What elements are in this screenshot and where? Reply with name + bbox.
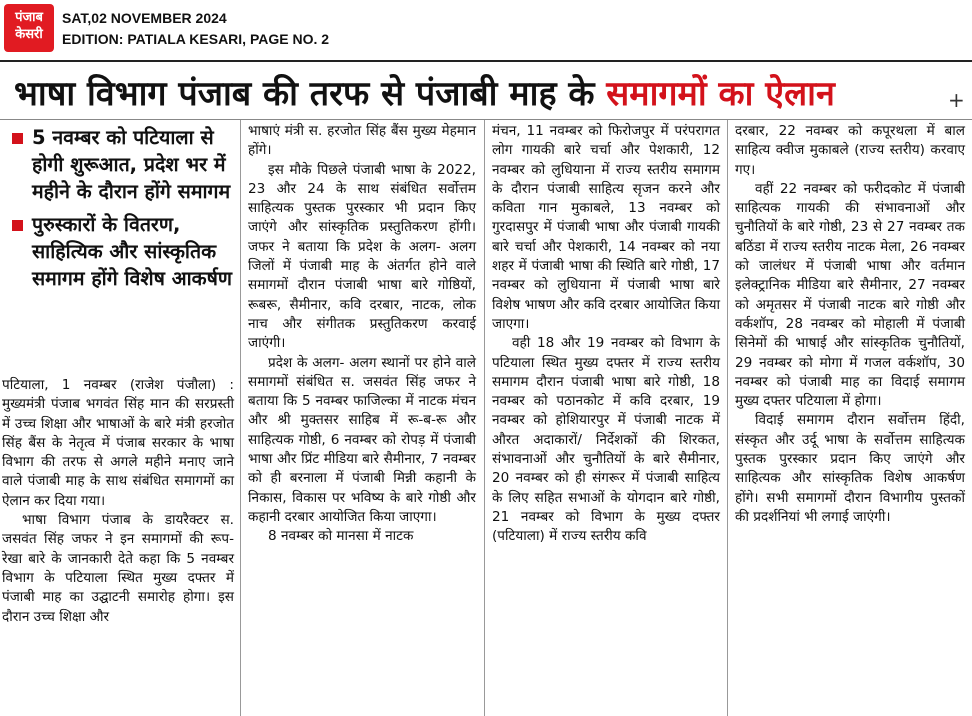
paragraph: वहीं 22 नवम्बर को फरीदकोट में पंजाबी साहित्यक गायकी की संभावनाओं और चुनौतियों के बारे गोष्ठी, 23 से 27 नवम्बर तक बठिंडा में राज्य स्तरीय नाटक मेला, 26 नवम्बर को जालंधर में पंजाबी भाषा और वर्तमान इलेक्ट्रानिक मीडिया बारे सैमीनार, 27 नवम्बर को अमृतसर में पंजाबी नाटक बारे गोष्ठी और वर्कशॉप, 28 नवम्बर को मोहाली में पंजाबी सिनेमों की भाषाई और सांस्कृतिक चुनौतियों, 29 नवम्बर को मोगा में गजल वर्कशॉप, 30 नवम्बर को पंजाबी माह का विदाई समागम मुख्य दफ्तर पटियाला में होगा। [735,180,965,410]
edition-date: SAT,02 NOVEMBER 2024 [62,10,227,26]
paragraph: वही 18 और 19 नवम्बर को विभाग के पटियाला स्थित मुख्य दफ्तर में राज्य स्तरीय समागम दौरान पंजाबी भाषा बारे गोष्ठी, 18 नवम्बर को पठानकोट में कवि दरबार, 19 नवम्बर को होशियारपुर में पंजाबी नाटक में औरत अदाकारों/ निर्देशकों की शिरकत, संभावनाओं और चुनौतियों के बारे सैमीनार, 20 नवम्बर को ही संगरूर में पंजाबी साहित्य के लिए सहित सभाओं के योगदान बारे गोष्ठी, 21 नवम्बर को विभाग के मुख्य दफ्तर (पटियाला) में राज्य स्तरीय कवि [492,335,720,545]
highlight-item [10,211,242,292]
highlight-text: 5 नवम्बर को पटियाला से होगी शुरूआत, प्रदेश भर में महीने के दौरान होंगे समागम [32,126,231,203]
column-divider [240,120,241,716]
logo-line2: केसरी [15,27,43,42]
headline-divider [0,119,972,120]
edition-info: EDITION: PATIALA KESARI, PAGE NO. 2 [62,31,330,47]
highlight-text: पुरुस्कारों के वितरण, साहित्यिक और सांस्कृतिक समागम होंगे विशेष आकर्षण [32,213,232,290]
headline [14,70,964,118]
highlight-item [10,124,242,205]
bullet-square-icon [12,133,23,144]
headline-highlight: समागमों का ऐलान [606,74,835,114]
article-column-2 [248,122,476,547]
headline-main: भाषा विभाग पंजाब की तरफ से पंजाबी माह के [14,74,607,114]
paragraph: भाषाएं मंत्री स. हरजोत सिंह बैंस मुख्य मेहमान होंगे। [248,123,476,159]
paragraph: 8 नवम्बर को मानसा में नाटक [268,528,414,545]
masthead-divider [0,60,972,62]
plus-icon: + [948,88,965,112]
paragraph: मंचन, 11 नवम्बर को फिरोजपुर में परंपरागत लोग गायकी बारे चर्चा और पेशकारी, 12 नवम्बर को लुधियाना में राज्य स्तरीय समागम के दौरान पंजाबी साहित्य सृजन करने और कविता गान मुकाबले, 13 नवम्बर को गुरदासपुर में पंजाबी भाषा और पंजाबी गायकी बारे चर्चा और पेशकारी, 14 नवम्बर को नया शहर में पंजाबी भाषा की स्थिति बारे गोष्ठी, 17 नवम्बर को लुधियाना में पंजाबी भाषा बारे विशेष भाषण और कवि दरबार आयोजित किया जाएगा। [492,123,720,332]
logo-line1: पंजाब [15,10,43,25]
column-divider [484,120,485,716]
article-column-1 [2,376,234,627]
bullet-square-icon [12,220,23,231]
paragraph: विदाई समागम दौरान सर्वोत्तम हिंदी, संस्कृत और उर्दू भाषा के सर्वोत्तम साहित्यक पुस्तक पुरस्कार प्रदान किए जाएंगे और साहित्यक और सांस्कृतिक विशेष आकर्षण होंगे। सभी समागमों दौरान विभागीय पुस्तकों की प्रदर्शनियां भी लगाई जाएंगी। [735,412,965,525]
paragraph: इस मौके पिछले पंजाबी भाषा के 2022, 23 और 24 के साथ संबंधित सर्वोत्तम साहित्यक पुस्तक पुरस्कार भी प्रदान किए जाएंगे और सांस्कृतिक प्रस्तुतिकरण होंगी। जफर ने बताया कि प्रदेश के अलग- अलग जिलों में पंजाबी माह के अंतर्गत होने वाले समागमों दौरान पंजाबी भाषा बारे गोष्ठियों, रूबरू, सैमीनार, कवि दरबार, नाटक, लोक नाच और संगीतक प्रस्तुतिकरण करवाई जाएंगी। [248,161,476,352]
paragraph: प्रदेश के अलग- अलग स्थानों पर होने वाले समागमों संबंधित स. जसवंत सिंह जफर ने बताया कि 5 नवम्बर फाजिल्का में नाटक मंचन और श्री मुक्तसर साहिब में रू-ब-रू और साहित्यक गोष्ठी, 6 नवम्बर को रोपड़ में पंजाबी भाषा और प्रिंट मीडिया बारे सैमीनार, 7 नवम्बर को ही बरनाला में पंजाबी मिन्नी कहानी के निकास, विकास पर भविष्य के बारे गोष्ठी और कहानी दरबार आयोजित किया जाएगा। [248,354,476,525]
newspaper-logo [4,4,54,52]
masthead-meta [62,8,329,50]
article-column-3 [492,122,720,547]
column-divider [727,120,728,716]
paragraph: भाषा विभाग पंजाब के डायरैक्टर स. जसवंत सिंह जफर ने इन समागमों की रूप- रेखा बारे के जानकारी देते कहा कि 5 नवम्बर विभाग के पटियाला स्थित मुख्य दफ्तर में पंजाबी माह का उद्घाटनी समारोह होगा। इस दौरान उच्च शिक्षा और [2,512,234,625]
paragraph: पटियाला, 1 नवम्बर (राजेश पंजौला) : मुख्यमंत्री पंजाब भगवंत सिंह मान की सरप्रस्ती में उच्च शिक्षा और भाषाओं के बारे मंत्री हरजोत सिंह बैंस के नेतृत्व में पंजाब सरकार के भाषा विभाग की तरफ से अगले महीने मनाए जाने वाले पंजाबी माह के साथ संबंधित समागमों का ऐलान कर दिया गया। [2,377,234,509]
article-column-4 [735,122,965,527]
highlights-box [10,124,242,298]
paragraph: दरबार, 22 नवम्बर को कपूरथला में बाल साहित्य क्वीज मुकाबले (राज्य स्तरीय) करवाए गए। [735,123,965,178]
